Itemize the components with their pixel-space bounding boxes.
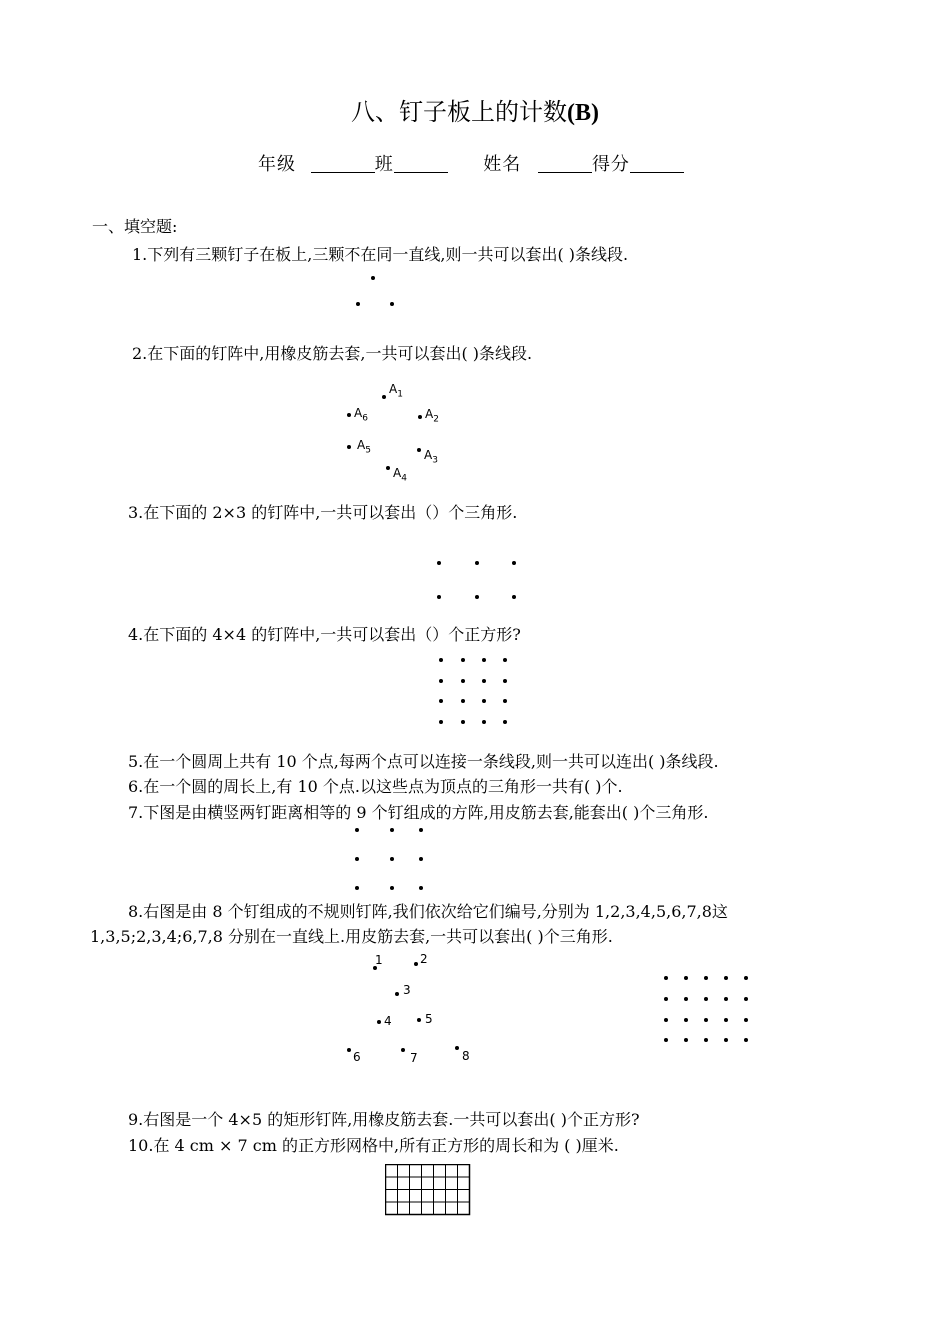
peg: [355, 828, 359, 832]
peg-label-6: 6: [353, 1050, 361, 1064]
peg: [461, 720, 465, 724]
peg: [664, 997, 668, 1001]
score-label: 得分: [591, 154, 630, 175]
score-blank[interactable]: [630, 154, 684, 173]
class-label: 班: [374, 154, 394, 175]
title-main: 八、钉子板上的计数: [351, 98, 567, 126]
question-2: 2.在下面的钉阵中,用橡皮筋去套,一共可以套出( )条线段.: [132, 344, 533, 363]
label-a1: $A_1$: [389, 382, 403, 400]
question-5: 5.在一个圆周上共有 10 个点,每两个点可以连接一条线段,则一共可以连出( )条线段.: [128, 752, 719, 771]
question-9: 9.右图是一个 4×5 的矩形钉阵,用橡皮筋去套.一共可以套出( )个正方形?: [128, 1110, 640, 1129]
page-title: [0, 92, 950, 127]
peg-label-4: 4: [384, 1014, 392, 1028]
peg-label-5: 5: [425, 1012, 433, 1026]
peg-5: [417, 1018, 421, 1022]
question-6: 6.在一个圆的周长上,有 10 个点.以这些点为顶点的三角形一共有( )个.: [128, 777, 623, 796]
peg: [461, 699, 465, 703]
label-a4: $A_4$: [393, 466, 407, 484]
peg: [419, 886, 423, 890]
peg: [437, 595, 441, 599]
label-a6: $A_6$: [354, 406, 368, 424]
peg: [390, 302, 394, 306]
peg-7: [401, 1048, 405, 1052]
peg: [439, 699, 443, 703]
peg: [482, 720, 486, 724]
peg-8: [455, 1046, 459, 1050]
peg: [724, 976, 728, 980]
peg: [419, 828, 423, 832]
peg: [664, 1038, 668, 1042]
peg: [724, 1018, 728, 1022]
peg-a6: [347, 413, 351, 417]
peg-4: [377, 1020, 381, 1024]
peg: [355, 886, 359, 890]
peg-a5: [347, 445, 351, 449]
question-8-line-1: 8.右图是由 8 个钉组成的不规则钉阵,我们依次给它们编号,分别为 1,2,3,4,5,6,7,8这: [128, 902, 728, 921]
peg-a1: [382, 395, 386, 399]
name-blank[interactable]: [538, 154, 592, 173]
peg: [744, 976, 748, 980]
peg: [744, 1018, 748, 1022]
question-4: 4.在下面的 4×4 的钉阵中,一共可以套出（）个正方形?: [128, 625, 521, 644]
peg: [664, 1018, 668, 1022]
peg: [439, 720, 443, 724]
peg: [390, 828, 394, 832]
peg: [684, 976, 688, 980]
peg-2: [414, 962, 418, 966]
peg: [439, 679, 443, 683]
grade-label: 年级: [258, 154, 296, 175]
peg-a2: [418, 415, 422, 419]
peg: [724, 1038, 728, 1042]
peg: [482, 658, 486, 662]
label-a2: $A_2$: [425, 407, 439, 425]
title-suffix: (B): [567, 100, 599, 126]
peg: [664, 976, 668, 980]
peg: [371, 276, 375, 280]
peg: [684, 1038, 688, 1042]
label-a5: $A_5$: [357, 438, 371, 456]
question-1: 1.下列有三颗钉子在板上,三颗不在同一直线,则一共可以套出( )条线段.: [132, 245, 629, 264]
peg: [684, 997, 688, 1001]
class-blank[interactable]: [394, 154, 448, 173]
question-7: 7.下图是由横竖两钉距离相等的 9 个钉组成的方阵,用皮筋去套,能套出( )个三角形.: [128, 803, 709, 822]
peg: [704, 1018, 708, 1022]
peg-a3: [417, 448, 421, 452]
peg-3: [395, 992, 399, 996]
peg: [512, 595, 516, 599]
peg: [744, 997, 748, 1001]
peg-label-1: 1: [375, 953, 383, 967]
peg: [503, 699, 507, 703]
peg-a4: [386, 466, 390, 470]
peg-label-3: 3: [403, 983, 411, 997]
peg: [475, 561, 479, 565]
peg: [390, 857, 394, 861]
q10-square-grid: [385, 1164, 471, 1216]
peg: [439, 658, 443, 662]
peg: [475, 595, 479, 599]
peg: [356, 302, 360, 306]
peg: [437, 561, 441, 565]
peg: [482, 699, 486, 703]
name-label: 姓名: [483, 154, 522, 175]
peg: [684, 1018, 688, 1022]
peg: [503, 679, 507, 683]
peg: [503, 658, 507, 662]
question-10: 10.在 4 cm × 7 cm 的正方形网格中,所有正方形的周长和为 ( )厘米.: [128, 1136, 619, 1155]
student-info-line: [258, 150, 684, 176]
grade-blank[interactable]: [311, 154, 375, 173]
peg: [461, 679, 465, 683]
peg-label-8: 8: [462, 1049, 470, 1063]
peg: [512, 561, 516, 565]
peg-6: [347, 1048, 351, 1052]
peg: [503, 720, 507, 724]
peg-label-2: 2: [420, 952, 428, 966]
label-a3: $A_3$: [424, 448, 438, 466]
peg: [744, 1038, 748, 1042]
peg: [704, 1038, 708, 1042]
peg: [355, 857, 359, 861]
peg: [461, 658, 465, 662]
peg: [704, 976, 708, 980]
peg: [724, 997, 728, 1001]
peg: [390, 886, 394, 890]
question-8-line-2: 1,3,5;2,3,4;6,7,8 分别在一直线上.用皮筋去套,一共可以套出( )个三角形.: [90, 927, 613, 946]
peg: [704, 997, 708, 1001]
section-heading: 一、填空题:: [92, 217, 178, 236]
peg-label-7: 7: [410, 1051, 418, 1065]
peg: [419, 857, 423, 861]
peg: [482, 679, 486, 683]
question-3: 3.在下面的 2×3 的钉阵中,一共可以套出（）个三角形.: [128, 503, 518, 522]
